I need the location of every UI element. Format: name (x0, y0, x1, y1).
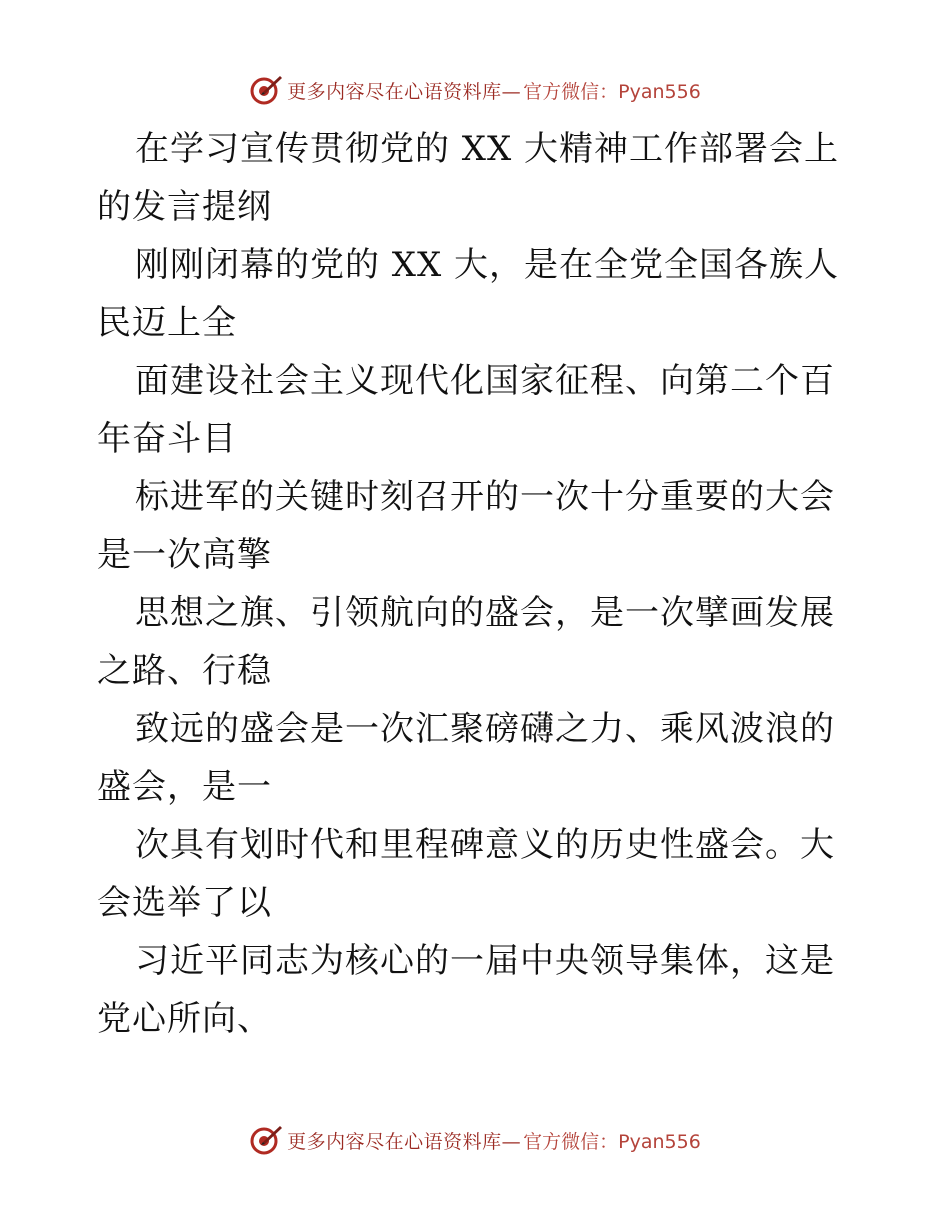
paragraph: 标进军的关键时刻召开的一次十分重要的大会是一次高擎 (97, 477, 835, 575)
header-watermark (0, 70, 950, 110)
paragraph: 思想之旗、引领航向的盛会，是一次擘画发展之路、行稳 (97, 593, 835, 691)
paragraph-title: 在学习宣传贯彻党的 XX 大精神工作部署会上的发言提纲 (97, 129, 840, 227)
pen-logo-icon (249, 1123, 283, 1157)
paragraph: 致远的盛会是一次汇聚磅礴之力、乘风波浪的盛会，是一 (97, 709, 835, 807)
paragraph: 刚刚闭幕的党的 XX 大，是在全党全国各族人民迈上全 (97, 245, 840, 343)
footer-watermark (0, 1120, 950, 1160)
watermark-wechat-text: 官方微信：Pyan556 (523, 1130, 701, 1153)
paragraph: 面建设社会主义现代化国家征程、向第二个百年奋斗目 (97, 361, 835, 459)
pen-logo-icon (249, 73, 283, 107)
document-body (97, 120, 857, 1048)
paragraph: 习近平同志为核心的一届中央领导集体，这是党心所向、 (97, 941, 835, 1039)
watermark-main-text: 更多内容尽在心语资料库— (287, 1130, 522, 1153)
watermark-main-text: 更多内容尽在心语资料库— (287, 80, 522, 103)
watermark-wechat-text: 官方微信：Pyan556 (523, 80, 701, 103)
paragraph: 次具有划时代和里程碑意义的历史性盛会。大会选举了以 (97, 825, 835, 923)
